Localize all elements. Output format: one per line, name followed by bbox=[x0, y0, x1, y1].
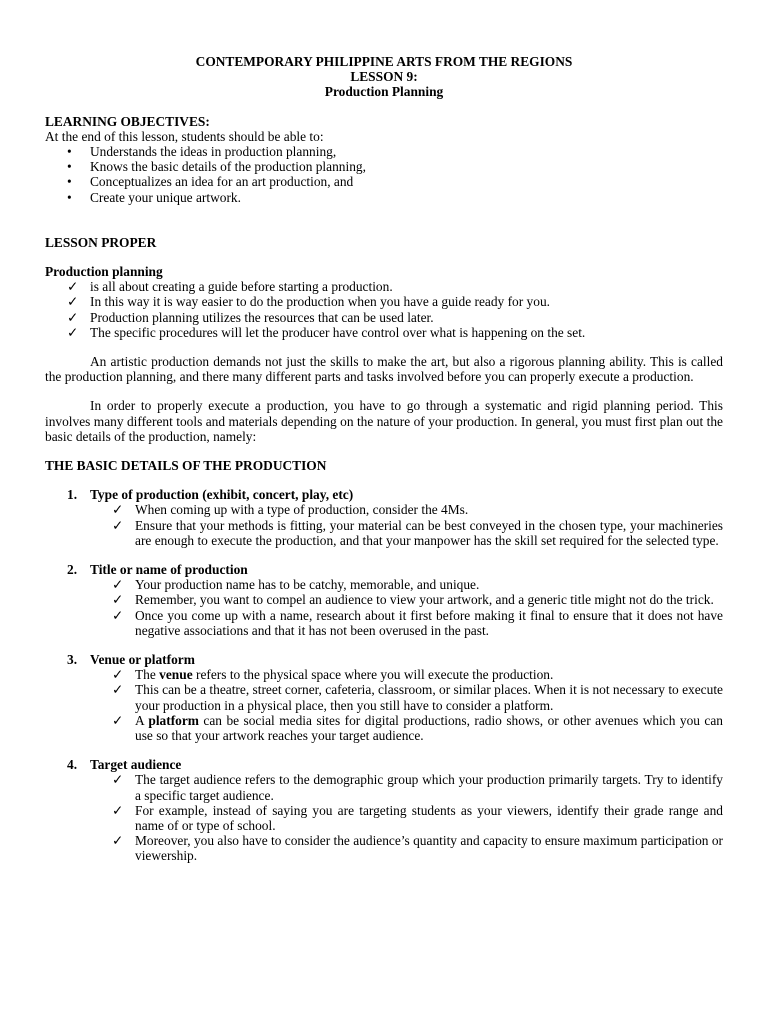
list-item: • Conceptualizes an idea for an art production, and bbox=[45, 174, 723, 189]
section-1-title: 1. Type of production (exhibit, concert, play, etc) bbox=[67, 487, 354, 503]
check-mark-icon: ✓ bbox=[112, 772, 124, 788]
section-2-list bbox=[45, 577, 723, 638]
list-item: • Create your unique artwork. bbox=[45, 190, 723, 205]
paragraph-2: In order to properly execute a production, you have to go through a systematic and rigid planning period. This involves many different tools and materials depending on the nature of your production. In general, you must first plan out the basic details of the production, namely: bbox=[45, 398, 723, 444]
list-item: ✓ Remember, you want to compel an audience to view your artwork, and a generic title might not do the trick. bbox=[112, 592, 714, 608]
list-item: • Knows the basic details of the production planning, bbox=[45, 159, 723, 174]
list-item: ✓ In this way it is way easier to do the production when you have a guide ready for you. bbox=[67, 294, 550, 310]
list-item: ✓ For example, instead of saying you are targeting students as your viewers, identify their grade range and name of or type of school. bbox=[112, 802, 723, 834]
list-item: • Understands the ideas in production planning, bbox=[45, 144, 723, 159]
check-mark-icon: ✓ bbox=[112, 517, 124, 533]
list-item: ✓ Ensure that your methods is fitting, your material can be best conveyed in the chosen type, your machineries are enough to execute the production, and that your manpower has the skill set required for the selected type. bbox=[112, 517, 723, 548]
check-mark-icon: ✓ bbox=[112, 712, 124, 728]
check-mark-icon: ✓ bbox=[112, 577, 124, 593]
list-item: ✓ A platform can be social media sites for digital productions, radio shows, or other avenues which you can use so that your artwork reaches your target audience. bbox=[112, 712, 724, 744]
check-mark-icon: ✓ bbox=[67, 324, 79, 340]
check-mark-icon: ✓ bbox=[112, 833, 124, 849]
section-3-list bbox=[45, 667, 723, 743]
check-mark-icon: ✓ bbox=[67, 309, 79, 325]
list-item: ✓ When coming up with a type of production, consider the 4Ms. bbox=[112, 502, 469, 518]
list-item: ✓ The target audience refers to the demographic group which your production primarily targets. Try to identify a specific target audience. bbox=[112, 772, 723, 803]
lesson-number: LESSON 9: bbox=[350, 69, 418, 85]
list-item: ✓ Once you come up with a name, research about it first before making it final to ensure that it does not have negative associations and that it has not been overused in the past. bbox=[112, 607, 723, 638]
check-mark-icon: ✓ bbox=[67, 279, 79, 295]
production-planning-heading: Production planning bbox=[45, 263, 163, 279]
list-item: ✓ The venue refers to the physical space where you will execute the production. bbox=[112, 667, 554, 683]
section-3-title: 3. Venue or platform bbox=[67, 652, 195, 668]
course-title: CONTEMPORARY PHILIPPINE ARTS FROM THE REGIONS bbox=[195, 54, 573, 69]
section-4-title: 4. Target audience bbox=[67, 757, 182, 773]
paragraph-1: An artistic production demands not just the skills to make the art, but also a rigorous planning ability. This is called the production planning, and there many different parts and tasks involved before you can properly execute a production. bbox=[45, 354, 723, 385]
list-item: ✓ Your production name has to be catchy, memorable, and unique. bbox=[112, 577, 480, 593]
check-mark-icon: ✓ bbox=[112, 682, 124, 698]
list-item: ✓ This can be a theatre, street corner, cafeteria, classroom, or similar places. When it is not necessary to execute your production in a physical place, then you still have to consider a platform. bbox=[112, 682, 723, 713]
list-item: ✓ Moreover, you also have to consider the audience’s quantity and capacity to ensure maximum participation or viewership. bbox=[112, 833, 723, 864]
lesson-title: Production Planning bbox=[324, 84, 444, 100]
objectives-intro: At the end of this lesson, students should be able to: bbox=[45, 128, 324, 144]
section-4-list bbox=[45, 772, 723, 863]
list-item: ✓ is all about creating a guide before starting a production. bbox=[67, 279, 393, 295]
check-mark-icon: ✓ bbox=[112, 592, 124, 608]
check-mark-icon: ✓ bbox=[67, 294, 79, 310]
list-item: ✓ Production planning utilizes the resources that can be used later. bbox=[67, 309, 434, 325]
objectives-heading: LEARNING OBJECTIVES: bbox=[45, 113, 210, 129]
check-mark-icon: ✓ bbox=[112, 502, 124, 518]
check-mark-icon: ✓ bbox=[112, 667, 124, 683]
production-planning-list bbox=[45, 279, 723, 340]
basic-details-heading: THE BASIC DETAILS OF THE PRODUCTION bbox=[45, 458, 327, 474]
document-content bbox=[45, 54, 723, 864]
check-mark-icon: ✓ bbox=[112, 802, 124, 818]
objectives-list bbox=[45, 144, 723, 205]
list-item: ✓ The specific procedures will let the producer have control over what is happening on the set. bbox=[67, 324, 586, 340]
lesson-proper-heading: LESSON PROPER bbox=[45, 234, 157, 250]
title-block bbox=[45, 54, 723, 100]
check-mark-icon: ✓ bbox=[112, 607, 124, 623]
section-1-list bbox=[45, 502, 723, 548]
section-2-title: 2. Title or name of production bbox=[67, 562, 248, 578]
